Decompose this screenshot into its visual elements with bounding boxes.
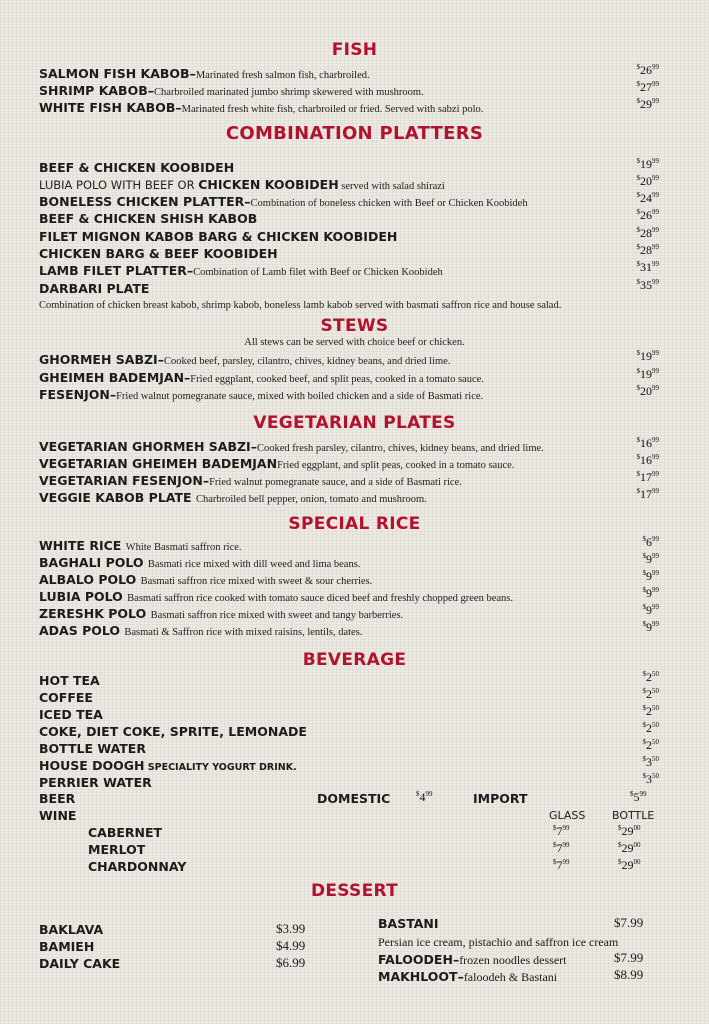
currency-symbol: $ xyxy=(642,721,646,729)
menu-item xyxy=(39,262,669,279)
beverage-item xyxy=(39,774,669,791)
price-cents: 99 xyxy=(652,620,659,628)
item-name: SHRIMP KABOB xyxy=(39,83,148,98)
dessert-name: DAILY CAKE xyxy=(39,956,121,971)
price-dollars: 19 xyxy=(640,349,652,363)
price-cents: 50 xyxy=(652,721,659,729)
item-name: LAMB FILET PLATTER xyxy=(39,263,187,278)
currency-symbol: $ xyxy=(636,260,640,268)
item-name: ALBALO POLO xyxy=(39,572,137,587)
price-dollars: 17 xyxy=(640,470,652,484)
currency-symbol: $ xyxy=(636,63,640,71)
menu-item xyxy=(39,537,669,554)
item-separator: – xyxy=(184,370,191,385)
price-cents: 00 xyxy=(633,841,641,849)
darbari-description: Combination of chicken breast kabob, shrimp kabob, boneless lamb kabob served with basmati saffron rice and house salad. xyxy=(39,300,562,311)
price-dollars: 9 xyxy=(646,620,652,634)
wine-glass-price xyxy=(553,824,570,839)
wine-bottle-price xyxy=(618,824,641,839)
item-description: Marinated fresh white fish, charbroiled or fried. Served with sabzi polo. xyxy=(181,104,484,115)
dessert-makhloot-price: $8.99 xyxy=(614,967,644,982)
price-dollars: 2 xyxy=(646,704,652,718)
item-name: VEGETARIAN GHORMEH SABZI xyxy=(39,439,251,454)
price-cents: 99 xyxy=(652,535,659,543)
item-name-part: LUBIA POLO WITH BEEF OR xyxy=(39,178,199,192)
currency-symbol: $ xyxy=(618,841,622,849)
item-price xyxy=(643,670,660,685)
beverage-item xyxy=(39,757,669,774)
price-cents: 99 xyxy=(652,191,659,199)
currency-symbol: $ xyxy=(642,738,646,746)
item-name: BEEF & CHICKEN SHISH KABOB xyxy=(39,211,258,226)
price-dollars: 2 xyxy=(646,721,652,735)
wine-bottle-header: BOTTLE xyxy=(612,809,655,822)
item-name: LUBIA POLO xyxy=(39,589,123,604)
item-price xyxy=(643,535,660,550)
price-dollars: 31 xyxy=(640,260,652,274)
currency-symbol: $ xyxy=(636,157,640,165)
dessert-bastani-price: $7.99 xyxy=(614,915,644,930)
item-description: Combination of Lamb filet with Beef or Chicken Koobideh xyxy=(193,267,443,278)
item-description: frozen noodles dessert xyxy=(459,953,567,967)
price-dollars: 9 xyxy=(646,603,652,617)
item-name: HOUSE DOOGH xyxy=(39,758,145,773)
item-price xyxy=(637,436,660,451)
currency-symbol: $ xyxy=(618,858,622,866)
dessert-price: $3.99 xyxy=(276,921,306,936)
item-price xyxy=(637,157,660,172)
item-separator: – xyxy=(186,263,194,278)
currency-symbol: $ xyxy=(642,670,646,678)
currency-symbol: $ xyxy=(642,704,646,712)
item-description: Cooked beef, parsley, cilantro, chives, kidney beans, and dried lime. xyxy=(163,356,451,367)
item-description: Combination of boneless chicken with Beef or Chicken Koobideh xyxy=(250,198,528,209)
currency-symbol: $ xyxy=(636,278,640,286)
price-dollars: 9 xyxy=(646,586,652,600)
price-cents: 00 xyxy=(633,858,641,866)
item-price xyxy=(637,97,660,112)
item-price xyxy=(637,453,660,468)
price-cents: 99 xyxy=(652,470,659,478)
price-dollars: 29 xyxy=(621,858,634,872)
item-description: Basmati saffron rice cooked with tomato sauce diced beef and freshly chopped green beans. xyxy=(127,593,514,604)
item-name-part: CHICKEN KOOBIDEH xyxy=(198,177,339,192)
item-name: HOT TEA xyxy=(39,673,100,688)
item-price xyxy=(643,552,660,567)
currency-symbol: $ xyxy=(618,824,622,832)
stews-note: All stews can be served with choice beef or chicken. xyxy=(244,337,465,348)
item-description: Marinated fresh salmon fish, charbroiled. xyxy=(195,70,370,81)
currency-symbol: $ xyxy=(636,226,640,234)
price-dollars: 29 xyxy=(640,97,652,111)
dessert-faloodeh-price: $7.99 xyxy=(614,950,644,965)
beverage-item xyxy=(39,740,669,757)
item-price xyxy=(637,349,660,364)
beer-import-label: IMPORT xyxy=(473,791,528,806)
price-cents: 99 xyxy=(652,157,659,165)
menu-item xyxy=(39,193,669,210)
beverage-item xyxy=(39,723,669,740)
item-name: FILET MIGNON KABOB BARG & CHICKEN KOOBIDEH xyxy=(39,229,398,244)
item-price xyxy=(643,755,660,770)
item-name: FESENJON xyxy=(39,387,110,402)
currency-symbol: $ xyxy=(642,620,646,628)
price-cents: 99 xyxy=(652,97,659,105)
item-name: SALMON FISH KABOB xyxy=(39,66,190,81)
menu-item xyxy=(39,369,669,386)
price-cents: 99 xyxy=(652,569,659,577)
item-name: FALOODEH xyxy=(378,952,453,967)
dessert-makhloot: MAKHLOOT–faloodeh & Bastani xyxy=(378,969,558,984)
menu-item xyxy=(39,472,669,489)
item-description: Fried walnut pomegranate sauce, mixed with boiled chicken and a side of Basmati rice. xyxy=(116,391,484,402)
section-title-dessert: DESSERT xyxy=(310,881,399,901)
wine-name: MERLOT xyxy=(88,842,146,857)
price-cents: 99 xyxy=(652,367,659,375)
menu-item xyxy=(39,571,669,588)
item-separator: – xyxy=(109,387,117,402)
beer-domestic-label: DOMESTIC xyxy=(317,791,391,806)
dessert-name: BAMIEH xyxy=(39,939,95,954)
currency-symbol: $ xyxy=(636,487,640,495)
item-price xyxy=(637,63,660,78)
price-dollars: 19 xyxy=(640,157,652,171)
dessert-name: BAKLAVA xyxy=(39,922,104,937)
item-description: faloodeh & Bastani xyxy=(463,970,558,984)
price-dollars: 7 xyxy=(556,824,563,838)
item-name: VEGETARIAN FESENJON xyxy=(39,473,203,488)
price-dollars: 7 xyxy=(556,841,563,855)
section-title-stews: STEWS xyxy=(320,316,389,336)
item-name: BEEF & CHICKEN KOOBIDEH xyxy=(39,160,235,175)
price-dollars: 27 xyxy=(640,80,652,94)
price-cents: 99 xyxy=(562,824,570,832)
price-dollars: 28 xyxy=(640,226,652,240)
dessert-bastani-name: BASTANI xyxy=(378,916,439,931)
price-cents: 99 xyxy=(562,841,570,849)
price-dollars: 9 xyxy=(646,552,652,566)
currency-symbol: $ xyxy=(636,384,640,392)
item-separator: – xyxy=(250,439,257,454)
currency-symbol: $ xyxy=(636,191,640,199)
price-cents: 50 xyxy=(652,738,659,746)
menu-item xyxy=(39,99,669,116)
price-dollars: 20 xyxy=(640,174,652,188)
item-price xyxy=(637,384,660,399)
currency-symbol: $ xyxy=(636,80,640,88)
price-cents: 99 xyxy=(652,586,659,594)
price-dollars: 16 xyxy=(640,436,652,450)
item-price xyxy=(643,704,660,719)
menu-item xyxy=(39,386,669,403)
item-price xyxy=(637,191,660,206)
price-dollars: 26 xyxy=(640,208,652,222)
item-price xyxy=(643,738,660,753)
price-cents: 99 xyxy=(652,208,659,216)
currency-symbol: $ xyxy=(642,552,646,560)
price-dollars: 3 xyxy=(646,755,652,769)
price-cents: 50 xyxy=(652,670,659,678)
item-description: Basmati saffron rice mixed with sweet and tangy barberries. xyxy=(150,610,404,621)
menu-item-lubia-polo-combo xyxy=(39,176,669,193)
item-price xyxy=(643,603,660,618)
menu-item xyxy=(39,554,669,571)
menu-item xyxy=(39,210,669,227)
item-description: Fried eggplant, cooked beef, and split peas, cooked in a tomato sauce. xyxy=(190,374,484,385)
price-cents: 00 xyxy=(633,824,641,832)
price-dollars: 28 xyxy=(640,243,652,257)
price-dollars: 6 xyxy=(646,535,652,549)
currency-symbol: $ xyxy=(636,436,640,444)
item-name: ADAS POLO xyxy=(39,623,121,638)
item-description: Fried eggplant, and split peas, cooked in a tomato sauce. xyxy=(277,460,515,471)
currency-symbol: $ xyxy=(553,824,557,832)
menu-item xyxy=(39,65,669,82)
item-name: COKE, DIET COKE, SPRITE, LEMONADE xyxy=(39,724,307,739)
item-separator: – xyxy=(202,473,210,488)
price-dollars: 16 xyxy=(640,453,652,467)
currency-symbol: $ xyxy=(636,97,640,105)
item-price xyxy=(637,278,660,293)
wine-bottle-price xyxy=(618,858,641,873)
beer-label: BEER xyxy=(39,791,76,806)
price-dollars: 3 xyxy=(646,772,652,786)
item-name: COFFEE xyxy=(39,690,93,705)
price-cents: 99 xyxy=(652,487,659,495)
price-cents: 99 xyxy=(652,278,659,286)
price-cents: 99 xyxy=(652,260,659,268)
item-name: BONELESS CHICKEN PLATTER xyxy=(39,194,245,209)
price-cents: 99 xyxy=(652,603,659,611)
item-description: Basmati saffron rice mixed with sweet & sour cherries. xyxy=(140,576,373,587)
price-cents: 99 xyxy=(652,63,659,71)
price-cents: 99 xyxy=(562,858,570,866)
price-dollars: 29 xyxy=(621,841,634,855)
price-cents: 99 xyxy=(652,453,659,461)
item-description: Basmati & Saffron rice with mixed raisins, lentils, dates. xyxy=(124,627,363,638)
wine-glass-header: GLASS xyxy=(549,809,586,822)
price-dollars: 2 xyxy=(646,670,652,684)
item-separator: – xyxy=(147,83,154,98)
wine-name: CHARDONNAY xyxy=(88,859,187,874)
item-description: Charbroiled bell pepper, onion, tomato and mushroom. xyxy=(195,494,427,505)
section-title-special-rice: SPECIAL RICE xyxy=(288,514,421,534)
price-cents: 50 xyxy=(652,755,659,763)
item-name: MAKHLOOT xyxy=(378,969,458,984)
item-price xyxy=(643,772,660,787)
item-price xyxy=(643,687,660,702)
item-price xyxy=(643,721,660,736)
item-price xyxy=(637,260,660,275)
currency-symbol: $ xyxy=(636,349,640,357)
price-cents: 99 xyxy=(652,436,659,444)
price-dollars: 7 xyxy=(556,858,563,872)
menu-item xyxy=(39,280,669,297)
currency-symbol: $ xyxy=(636,243,640,251)
price-cents: 99 xyxy=(652,384,659,392)
currency-symbol: $ xyxy=(642,603,646,611)
price-cents: 99 xyxy=(652,80,659,88)
currency-symbol: $ xyxy=(636,453,640,461)
wine-glass-price xyxy=(553,841,570,856)
price-dollars: 35 xyxy=(640,278,652,292)
item-name: DARBARI PLATE xyxy=(39,281,150,296)
dessert-price: $4.99 xyxy=(276,938,306,953)
item-name: ZERESHK POLO xyxy=(39,606,147,621)
currency-symbol: $ xyxy=(642,772,646,780)
menu-item xyxy=(39,228,669,245)
item-name: BOTTLE WATER xyxy=(39,741,146,756)
menu-item xyxy=(39,159,669,176)
currency-symbol: $ xyxy=(642,687,646,695)
price-dollars: 26 xyxy=(640,63,652,77)
wine-glass-price xyxy=(553,858,570,873)
section-title-vegetarian-plates: VEGETARIAN PLATES xyxy=(253,413,456,433)
dessert-bastani-description: Persian ice cream, pistachio and saffron ice cream xyxy=(378,935,619,949)
menu-item xyxy=(39,588,669,605)
item-price xyxy=(643,586,660,601)
price-cents: 50 xyxy=(652,687,659,695)
price-dollars: 9 xyxy=(646,569,652,583)
price-dollars: 20 xyxy=(640,384,652,398)
price-dollars: 2 xyxy=(646,738,652,752)
price-dollars: 29 xyxy=(621,824,634,838)
currency-symbol: $ xyxy=(636,208,640,216)
currency-symbol: $ xyxy=(636,174,640,182)
menu-item xyxy=(39,82,669,99)
menu-item xyxy=(39,489,669,506)
price-cents: 99 xyxy=(652,226,659,234)
item-price xyxy=(637,80,660,95)
beer-import-price: $^{\$}5^{99}$ xyxy=(630,790,647,804)
item-price xyxy=(637,226,660,241)
price-cents: 50 xyxy=(652,704,659,712)
currency-symbol: $ xyxy=(642,569,646,577)
price-cents: 99 xyxy=(652,552,659,560)
currency-symbol: $ xyxy=(553,841,557,849)
item-name: GHEIMEH BADEMJAN xyxy=(39,370,185,385)
wine-name: CABERNET xyxy=(88,825,163,840)
price-dollars: 19 xyxy=(640,367,652,381)
item-price xyxy=(637,208,660,223)
price-cents: 99 xyxy=(652,174,659,182)
item-separator: – xyxy=(189,66,196,81)
dessert-faloodeh: FALOODEH–frozen noodles dessert xyxy=(378,952,567,967)
item-price xyxy=(637,487,660,502)
item-description: Cooked fresh parsley, cilantro, chives, kidney beans, and dried lime. xyxy=(256,443,544,454)
currency-symbol: $ xyxy=(642,535,646,543)
price-dollars: 2 xyxy=(646,687,652,701)
section-title-combination-platters: COMBINATION PLATTERS xyxy=(225,123,484,144)
item-name: GHORMEH SABZI xyxy=(39,352,158,367)
item-description: Basmati rice mixed with dill weed and lima beans. xyxy=(147,559,361,570)
wine-bottle-price xyxy=(618,841,641,856)
item-description: Fried walnut pomegranate sauce, and a side of Basmati rice. xyxy=(209,477,462,488)
item-price xyxy=(643,620,660,635)
item-name: WHITE RICE xyxy=(39,538,122,553)
beer-domestic-price: $^{\$}4^{99}$ xyxy=(416,790,433,804)
item-name: ICED TEA xyxy=(39,707,103,722)
item-price xyxy=(637,470,660,485)
dessert-price: $6.99 xyxy=(276,955,306,970)
price-cents: 50 xyxy=(652,772,659,780)
item-name: VEGETARIAN GHEIMEH BADEMJAN xyxy=(39,456,278,471)
section-title-fish: FISH xyxy=(331,40,378,60)
currency-symbol: $ xyxy=(553,858,557,866)
price-cents: 99 xyxy=(652,349,659,357)
currency-symbol: $ xyxy=(642,586,646,594)
item-name: WHITE FISH KABOB xyxy=(39,100,176,115)
item-name: PERRIER WATER xyxy=(39,775,152,790)
item-name: BAGHALI POLO xyxy=(39,555,144,570)
item-price xyxy=(637,243,660,258)
price-dollars: 17 xyxy=(640,487,652,501)
item-price xyxy=(643,569,660,584)
price-dollars: 24 xyxy=(640,191,652,205)
item-separator: – xyxy=(157,352,164,367)
currency-symbol: $ xyxy=(642,755,646,763)
price-cents: 99 xyxy=(652,243,659,251)
beverage-item xyxy=(39,706,669,723)
item-price xyxy=(637,367,660,382)
menu-item xyxy=(39,245,669,262)
item-separator: – xyxy=(244,194,251,209)
menu-item xyxy=(39,438,669,455)
menu-item xyxy=(39,351,669,368)
currency-symbol: $ xyxy=(636,470,640,478)
item-name: VEGGIE KABOB PLATE xyxy=(39,490,192,505)
item-subtitle: SPECIALITY YOGURT DRINK. xyxy=(144,762,297,773)
menu-item xyxy=(39,605,669,622)
wine-label: WINE xyxy=(39,808,77,823)
menu-item xyxy=(39,622,669,639)
item-description: served with salad shirazi xyxy=(338,181,445,192)
item-description: Charbroiled marinated jumbo shrimp skewered with mushroom. xyxy=(153,87,424,98)
menu-item xyxy=(39,455,669,472)
item-name: CHICKEN BARG & BEEF KOOBIDEH xyxy=(39,246,278,261)
currency-symbol: $ xyxy=(636,367,640,375)
beverage-item xyxy=(39,689,669,706)
section-title-beverage: BEVERAGE xyxy=(302,650,407,670)
item-description: White Basmati saffron rice. xyxy=(125,542,242,553)
beverage-item xyxy=(39,672,669,689)
item-separator: – xyxy=(175,100,182,115)
